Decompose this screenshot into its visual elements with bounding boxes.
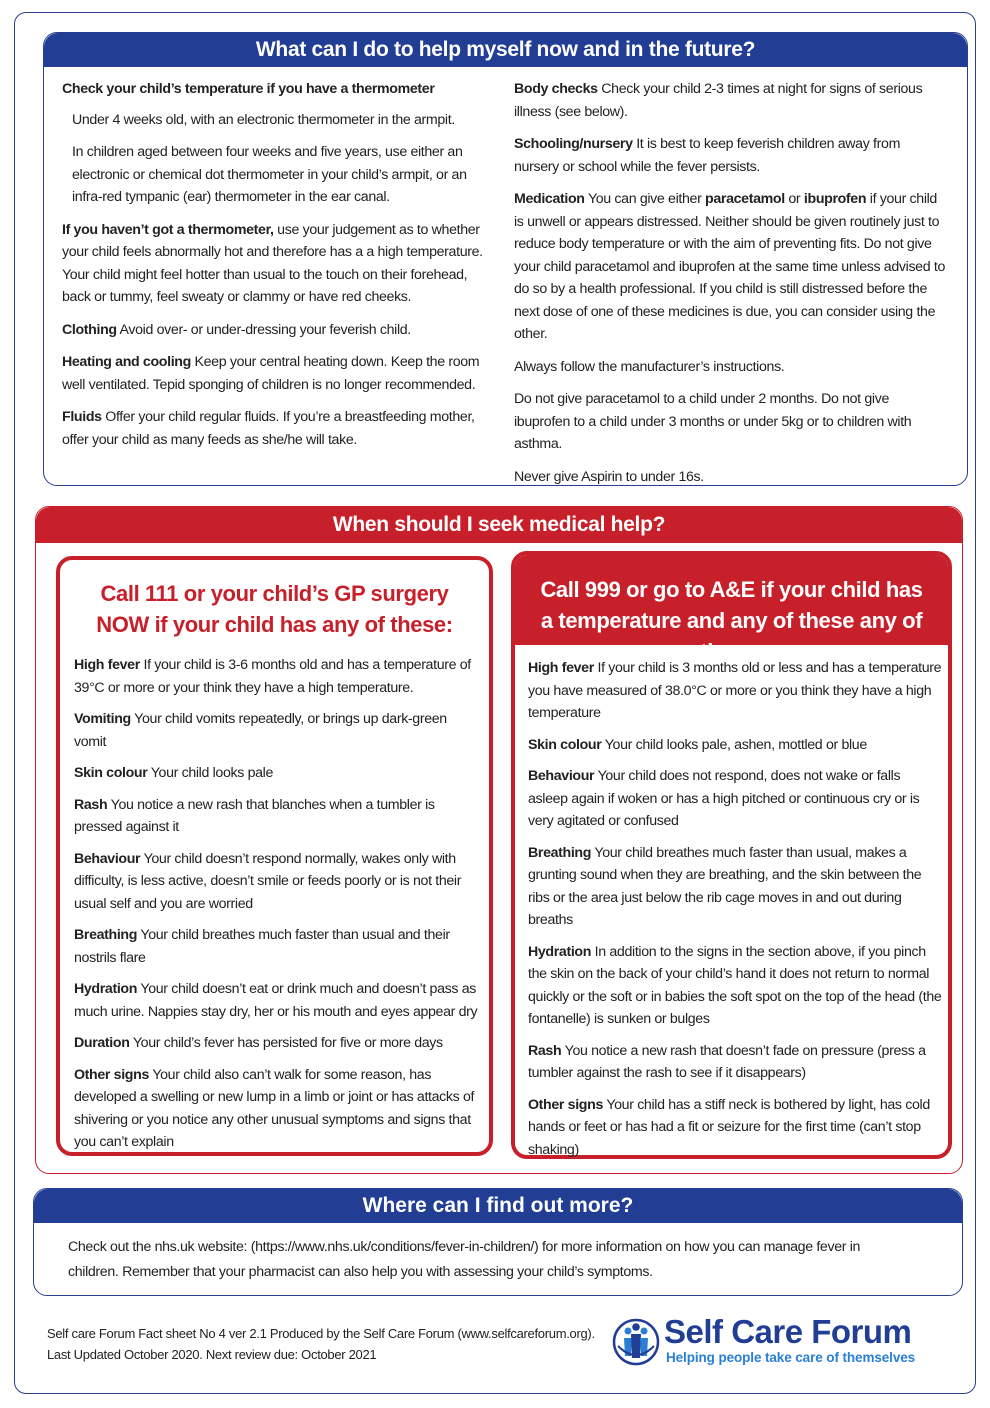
never-aspirin: Never give Aspirin to under 16s. <box>514 468 704 485</box>
medication-text-1: You can give either <box>584 191 706 207</box>
symptom-label: Vomiting <box>74 711 131 727</box>
symptom-text: Your child looks pale, ashen, mottled or blue <box>601 736 867 753</box>
heating-para <box>62 351 496 396</box>
symptom-label: Duration <box>74 1035 130 1051</box>
footer-line-2: Last Updated October 2020. Next review due: October 2021 <box>47 1347 377 1362</box>
symptom-label: Breathing <box>528 844 592 861</box>
fluids-label: Fluids <box>62 409 102 425</box>
symptom-item <box>528 734 942 757</box>
call-111-title: Call 111 or your child’s GP surgery NOW if your child has any of these: <box>96 581 453 637</box>
heating-label: Heating and cooling <box>62 354 191 370</box>
symptom-item <box>74 794 482 839</box>
self-help-left-column <box>62 78 496 461</box>
symptom-text: Your child breathes much faster than usual, makes a grunting sound when they are breathing, and the skin between the ribs or the area just below the rib cage moves in and out during breaths <box>528 844 922 928</box>
symptom-item <box>74 978 482 1023</box>
symptom-label: Hydration <box>74 981 138 997</box>
footer <box>47 1323 595 1365</box>
self-help-right-column <box>514 78 948 498</box>
schooling-label: Schooling/nursery <box>514 136 633 152</box>
no-thermo-text: use your judgement as to whether your child feels abnormally hot and therefore has a a high temperature. Your child might feel hotter than usual to the touch on their forehead, back or tummy, feel sweaty or clammy or have red cheeks. <box>62 221 483 305</box>
call-999-title: Call 999 or go to A&E if your child has a temperature and any of these any of these: <box>515 555 948 645</box>
symptom-text: Your child breathes much faster than usual and their nostrils flare <box>74 927 450 966</box>
heating-text: Keep your central heating down. Keep the room well ventilated. Tepid sponging of children is no longer recommended. <box>62 354 480 393</box>
self-help-title: What can I do to help myself now and in the future? <box>44 33 967 67</box>
symptom-item <box>74 848 482 916</box>
no-thermo-para <box>62 219 496 309</box>
logo-name: Self Care Forum <box>664 1313 912 1350</box>
do-not-give: Do not give paracetamol to a child under 2 months. Do not give ibuprofen to a child under 3 months or under 5kg or to children with asthma. <box>514 391 912 452</box>
body-checks-label: Body checks <box>514 81 598 97</box>
symptom-text: You notice a new rash that doesn’t fade on pressure (press a tumbler against the rash to see if it disappears) <box>528 1042 926 1081</box>
medication-para <box>514 188 948 346</box>
symptom-item <box>74 762 482 785</box>
symptom-item <box>528 657 942 725</box>
ibuprofen-word: ibuprofen <box>803 191 867 207</box>
symptom-item <box>528 1040 942 1085</box>
symptom-text: In addition to the signs in the section above, if you pinch the skin on the back of your child’s hand it does not return to normal quickly or the soft or in babies the soft spot on the top of the head (the fontanelle) is sunken or bulges <box>528 943 942 1027</box>
symptom-label: Hydration <box>528 943 592 960</box>
fluids-para <box>62 406 496 451</box>
thermo-older: In children aged between four weeks and five years, use either an electronic or chemical dot thermometer in your child’s armpit, or an infra-red tympanic (ear) thermometer in the ear canal. <box>72 144 467 205</box>
logo-tagline: Helping people take care of themselves <box>666 1350 916 1365</box>
symptom-label: Other signs <box>528 1096 603 1113</box>
symptom-text: If your child is 3 months old or less and has a temperature you have measured of 38.0°C or more or you think they have a high temperature <box>528 660 942 721</box>
symptom-text: If your child is 3-6 months old and has a temperature of 39°C or more or your think they have a high temperature. <box>74 657 471 696</box>
symptom-label: High fever <box>528 660 594 676</box>
symptom-item <box>74 708 482 753</box>
no-thermo-label: If you haven’t got a thermometer, <box>62 221 274 238</box>
symptom-label: Behaviour <box>74 850 141 867</box>
symptom-item <box>74 1032 482 1055</box>
medical-help-title: When should I seek medical help? <box>36 507 962 543</box>
thermo-heading: Check your child’s temperature if you have a thermometer <box>62 81 435 97</box>
symptom-text: Your child’s fever has persisted for five or more days <box>129 1035 443 1051</box>
symptom-label: Skin colour <box>528 736 602 753</box>
symptom-text: You notice a new rash that blanches when a tumbler is pressed against it <box>74 796 435 835</box>
symptom-item <box>528 941 942 1031</box>
body-checks-text: Check your child 2-3 times at night for signs of serious illness (see below). <box>514 81 923 120</box>
symptom-label: Rash <box>528 1042 562 1059</box>
symptom-text: Your child vomits repeatedly, or brings up dark-green vomit <box>74 711 447 750</box>
symptom-label: Rash <box>74 796 108 813</box>
always-follow: Always follow the manufacturer’s instructions. <box>514 358 785 375</box>
symptom-text: Your child looks pale <box>147 765 274 781</box>
call-999-list <box>528 657 942 1170</box>
clothing-para <box>62 319 496 342</box>
footer-line-1: Self care Forum Fact sheet No 4 ver 2.1 Produced by the Self Care Forum (www.selfcareforum.org). <box>47 1326 595 1341</box>
call-111-list <box>74 654 482 1163</box>
symptom-text: Your child also can’t walk for some reason, has developed a swelling or new lump in a limb or joint or has attacks of shivering or you notice any other unusual symptoms and signs that you can’t explain <box>74 1066 475 1150</box>
symptom-text: Your child has a stiff neck is bothered by light, has cold hands or feet or has had a fit or seizure for the first time (can’t stop shaking) <box>528 1096 930 1158</box>
symptom-label: Breathing <box>74 927 138 943</box>
symptom-text: Your child doesn’t respond normally, wakes only with difficulty, is less active, doesn’t smile or feeds poorly or is not their usual self and you are worried <box>74 850 462 912</box>
symptom-label: Behaviour <box>528 768 595 784</box>
medication-text-2: if your child is unwell or appears distressed. Neither should be given routinely just to reduce body temperature or with the aim of preventing fits. Do not give your child paracetamol and ibuprofen at the same time unless advised to do so by a health professional. If you child is still distressed before the next dose of one of these medicines is due, you can consider using the other. <box>514 191 945 342</box>
symptom-label: Skin colour <box>74 765 148 781</box>
fluids-text: Offer your child regular fluids. If you’re a breastfeeding mother, offer your child as many feeds as she/he will take. <box>62 409 475 448</box>
medication-label: Medication <box>514 191 585 207</box>
clothing-text: Avoid over- or under-dressing your feverish child. <box>116 321 411 338</box>
symptom-item <box>74 1064 482 1154</box>
schooling-text: It is best to keep feverish children away from nursery or school while the fever persists. <box>514 136 901 175</box>
symptom-item <box>528 765 942 833</box>
symptom-text: Your child does not respond, does not wake or falls asleep again if woken or has a high pitched or continuous cry or is very agitated or confused <box>528 768 920 829</box>
find-out-more-section <box>33 1188 963 1296</box>
paracetamol-word: paracetamol <box>705 191 785 207</box>
symptom-item <box>528 1094 942 1162</box>
symptom-item <box>74 654 482 699</box>
symptom-label: High fever <box>74 657 140 673</box>
find-out-more-title: Where can I find out more? <box>34 1189 962 1223</box>
symptom-text: Your child doesn’t eat or drink much and doesn’t pass as much urine. Nappies stay dry, her or his mouth and eyes appear dry <box>74 981 478 1020</box>
symptom-item <box>74 924 482 969</box>
medication-or: or <box>784 191 804 207</box>
clothing-label: Clothing <box>62 321 117 338</box>
people-circle-icon <box>610 1316 662 1368</box>
find-out-more-text: Check out the nhs.uk website: (https://www.nhs.uk/conditions/fever-in-children/) for more information on how you can manage fever in children. Remember that your pharmacist can also help you with assessing your child’s symptoms. <box>68 1239 861 1280</box>
symptom-item <box>528 842 942 932</box>
thermo-under4: Under 4 weeks old, with an electronic thermometer in the armpit. <box>72 111 455 128</box>
self-care-forum-logo <box>610 1312 950 1372</box>
schooling-para <box>514 133 948 178</box>
body-checks-para <box>514 78 948 123</box>
symptom-label: Other signs <box>74 1066 149 1083</box>
